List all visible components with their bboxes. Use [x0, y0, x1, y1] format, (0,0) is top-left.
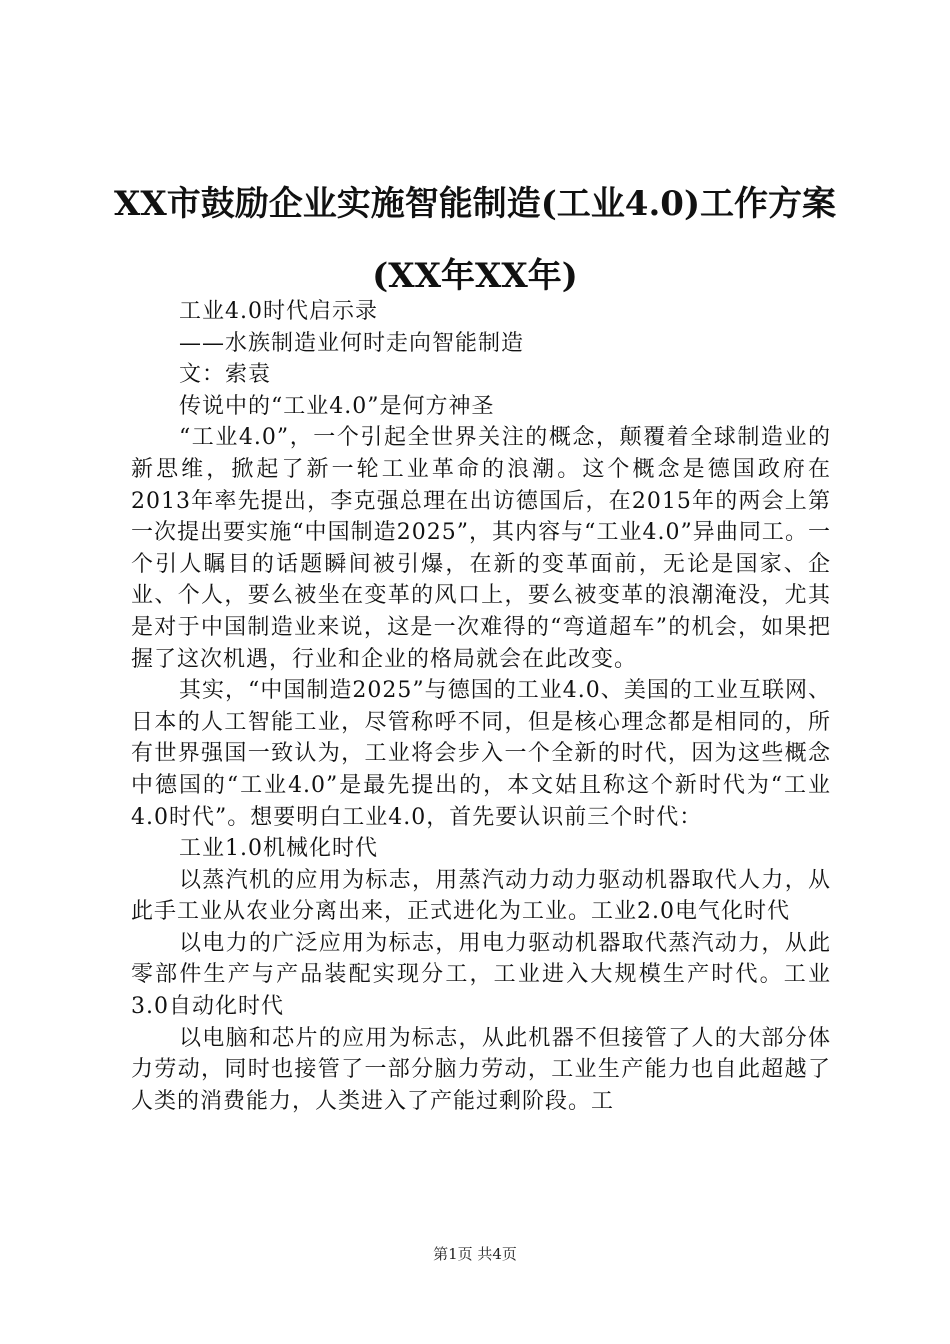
- paragraph-subheading: ——水族制造业何时走向智能制造: [179, 330, 525, 356]
- section-heading-industry-1: 工业1.0机械化时代: [179, 836, 378, 862]
- paragraph-industry-1: 以蒸汽机的应用为标志，用蒸汽动力动力驱动机器取代人力，从此手工业从农业分离出来，正式进化为工业。工业2.0电气化时代: [131, 867, 831, 925]
- paragraph-industry-3: 以电脑和芯片的应用为标志，从此机器不但接管了人的大部分体力劳动，同时也接管了一部分脑力劳动，工业生产能力也自此超越了人类的消费能力，人类进入了产能过剩阶段。工: [131, 1025, 831, 1114]
- paragraph-author: 文：索袁: [179, 362, 272, 388]
- page-footer: 第1页 共4页: [433, 1245, 517, 1263]
- document-body: [131, 296, 831, 1117]
- paragraph-context: 其实，“中国制造2025”与德国的工业4.0、美国的工业互联网、日本的人工智能工业，尽管称呼不同，但是核心理念都是相同的，所有世界强国一致认为，工业将会步入一个全新的时代，因为这些概念中德国的“工业4.0”是最先提出的，本文姑且称这个新时代为“工业4.0时代”。想要明白工业4.0，首先要认识前三个时代：: [131, 678, 831, 830]
- section-heading: 传说中的“工业4.0”是何方神圣: [179, 393, 495, 419]
- document-title: XX市鼓励企业实施智能制造(工业4.0)工作方案(XX年XX年): [113, 184, 837, 296]
- paragraph-intro: “工业4.0”，一个引起全世界关注的概念，颠覆着全球制造业的新思维，掀起了新一轮工业革命的浪潮。这个概念是德国政府在2013年率先提出，李克强总理在出访德国后，在2015年的两会上第一次提出要实施“中国制造2025”，其内容与“工业4.0”异曲同工。一个引人瞩目的话题瞬间被引爆，在新的变革面前，无论是国家、企业、个人，要么被坐在变革的风口上，要么被变革的浪潮淹没，尤其是对于中国制造业来说，这是一次难得的“弯道超车”的机会，如果把握了这次机遇，行业和企业的格局就会在此改变。: [131, 425, 831, 672]
- paragraph-industry-2: 以电力的广泛应用为标志，用电力驱动机器取代蒸汽动力，从此零部件生产与产品装配实现分工，工业进入大规模生产时代。工业3.0自动化时代: [131, 930, 831, 1020]
- paragraph-subtitle: 工业4.0时代启示录: [179, 299, 378, 324]
